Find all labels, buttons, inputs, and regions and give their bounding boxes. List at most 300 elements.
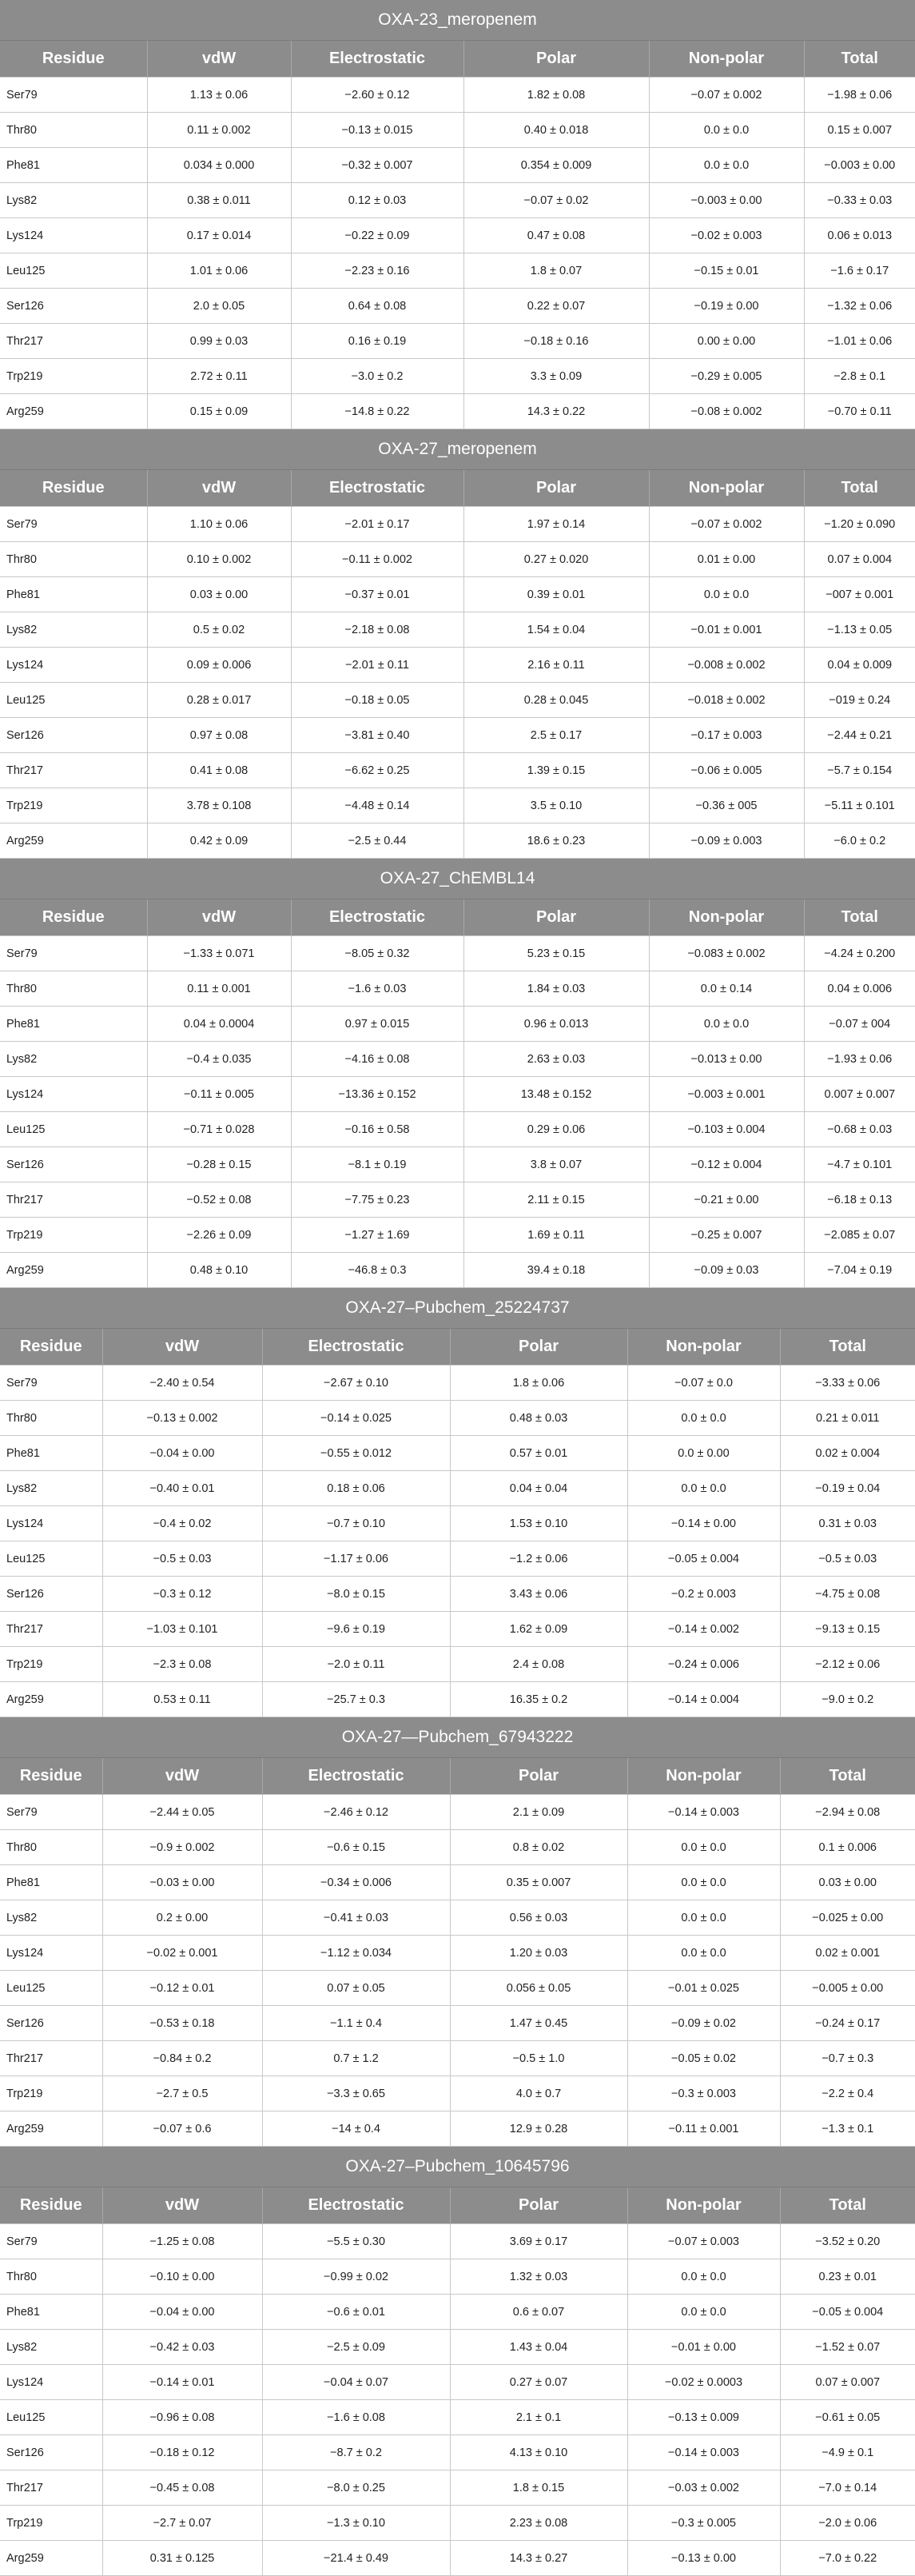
column-header-vdw: vdW	[147, 470, 291, 507]
non-polar-cell: −0.05 ± 0.004	[627, 1541, 780, 1577]
non-polar-cell: 0.0 ± 0.0	[627, 1471, 780, 1506]
total-cell: −6.18 ± 0.13	[804, 1182, 915, 1218]
polar-cell: −0.18 ± 0.16	[463, 324, 649, 359]
table-row	[0, 2506, 915, 2541]
residue-cell: Ser126	[0, 718, 147, 753]
polar-cell: 2.16 ± 0.11	[463, 648, 649, 683]
total-cell: 0.02 ± 0.001	[780, 1936, 915, 1971]
residue-cell: Ser126	[0, 2435, 102, 2470]
total-cell: −9.13 ± 0.15	[780, 1612, 915, 1647]
table-row	[0, 359, 915, 394]
vdw-cell: 0.5 ± 0.02	[147, 612, 291, 648]
vdw-cell: 0.48 ± 0.10	[147, 1253, 291, 1288]
polar-cell: 0.57 ± 0.01	[450, 1436, 627, 1471]
table-row	[0, 1830, 915, 1865]
vdw-cell: −0.04 ± 0.00	[102, 1436, 262, 1471]
vdw-cell: −0.28 ± 0.15	[147, 1147, 291, 1182]
electrostatic-cell: −0.04 ± 0.07	[262, 2365, 450, 2400]
non-polar-cell: 0.0 ± 0.0	[627, 1865, 780, 1900]
polar-cell: 3.8 ± 0.07	[463, 1147, 649, 1182]
residue-cell: Arg259	[0, 1253, 147, 1288]
residue-cell: Phe81	[0, 2295, 102, 2330]
table-row	[0, 1865, 915, 1900]
total-cell: −7.0 ± 0.22	[780, 2541, 915, 2576]
table-row	[0, 1506, 915, 1541]
residue-cell: Thr217	[0, 2470, 102, 2506]
non-polar-cell: 0.01 ± 0.00	[649, 542, 804, 577]
residue-cell: Arg259	[0, 1682, 102, 1717]
column-header-residue: Residue	[0, 899, 147, 936]
non-polar-cell: 0.0 ± 0.0	[649, 113, 804, 148]
total-cell: −0.003 ± 0.00	[804, 148, 915, 183]
total-cell: 0.06 ± 0.013	[804, 218, 915, 253]
table-row	[0, 718, 915, 753]
total-cell: −0.68 ± 0.03	[804, 1112, 915, 1147]
residue-cell: Trp219	[0, 788, 147, 823]
polar-cell: 0.35 ± 0.007	[450, 1865, 627, 1900]
table-row	[0, 1147, 915, 1182]
polar-cell: 2.1 ± 0.1	[450, 2400, 627, 2435]
non-polar-cell: −0.13 ± 0.009	[627, 2400, 780, 2435]
electrostatic-cell: −8.1 ± 0.19	[291, 1147, 463, 1182]
polar-cell: 1.84 ± 0.03	[463, 971, 649, 1007]
residue-cell: Phe81	[0, 1865, 102, 1900]
vdw-cell: −0.40 ± 0.01	[102, 1471, 262, 1506]
polar-cell: 13.48 ± 0.152	[463, 1077, 649, 1112]
vdw-cell: −0.4 ± 0.035	[147, 1042, 291, 1077]
table-row	[0, 1436, 915, 1471]
residue-cell: Phe81	[0, 148, 147, 183]
residue-cell: Lys82	[0, 1900, 102, 1936]
column-header-polar: Polar	[463, 41, 649, 78]
non-polar-cell: −0.003 ± 0.00	[649, 183, 804, 218]
non-polar-cell: −0.01 ± 0.025	[627, 1971, 780, 2006]
total-cell: −4.75 ± 0.08	[780, 1577, 915, 1612]
polar-cell: 0.8 ± 0.02	[450, 1830, 627, 1865]
table-section	[0, 0, 915, 429]
polar-cell: 0.354 ± 0.009	[463, 148, 649, 183]
total-cell: −1.6 ± 0.17	[804, 253, 915, 289]
column-header-non-polar: Non-polar	[627, 2187, 780, 2224]
total-cell: −1.20 ± 0.090	[804, 507, 915, 542]
electrostatic-cell: −0.32 ± 0.007	[291, 148, 463, 183]
column-header-residue: Residue	[0, 470, 147, 507]
non-polar-cell: 0.0 ± 0.00	[627, 1436, 780, 1471]
non-polar-cell: 0.0 ± 0.0	[627, 1936, 780, 1971]
column-header-non-polar: Non-polar	[649, 899, 804, 936]
residue-cell: Lys124	[0, 648, 147, 683]
non-polar-cell: −0.06 ± 0.005	[649, 753, 804, 788]
residue-cell: Leu125	[0, 1971, 102, 2006]
vdw-cell: −0.04 ± 0.00	[102, 2295, 262, 2330]
total-cell: 0.31 ± 0.03	[780, 1506, 915, 1541]
polar-cell: 12.9 ± 0.28	[450, 2111, 627, 2147]
polar-cell: 0.40 ± 0.018	[463, 113, 649, 148]
vdw-cell: −0.12 ± 0.01	[102, 1971, 262, 2006]
electrostatic-cell: −46.8 ± 0.3	[291, 1253, 463, 1288]
total-cell: −019 ± 0.24	[804, 683, 915, 718]
electrostatic-cell: −1.1 ± 0.4	[262, 2006, 450, 2041]
vdw-cell: 0.04 ± 0.0004	[147, 1007, 291, 1042]
electrostatic-cell: −14.8 ± 0.22	[291, 394, 463, 429]
vdw-cell: −1.03 ± 0.101	[102, 1612, 262, 1647]
total-cell: −2.2 ± 0.4	[780, 2076, 915, 2111]
polar-cell: 1.8 ± 0.15	[450, 2470, 627, 2506]
non-polar-cell: −0.02 ± 0.003	[649, 218, 804, 253]
table-row	[0, 1218, 915, 1253]
table-row	[0, 1007, 915, 1042]
column-header-vdw: vdW	[147, 899, 291, 936]
non-polar-cell: −0.018 ± 0.002	[649, 683, 804, 718]
vdw-cell: −0.52 ± 0.08	[147, 1182, 291, 1218]
electrostatic-cell: −8.7 ± 0.2	[262, 2435, 450, 2470]
residue-cell: Ser126	[0, 289, 147, 324]
table-row	[0, 2041, 915, 2076]
electrostatic-cell: −25.7 ± 0.3	[262, 1682, 450, 1717]
table-title: OXA-27_meropenem	[0, 429, 915, 470]
non-polar-cell: 0.0 ± 0.0	[627, 1900, 780, 1936]
non-polar-cell: −0.14 ± 0.003	[627, 1795, 780, 1830]
vdw-cell: −0.02 ± 0.001	[102, 1936, 262, 1971]
residue-cell: Phe81	[0, 1007, 147, 1042]
column-header-vdw: vdW	[102, 1758, 262, 1795]
table-row	[0, 1900, 915, 1936]
non-polar-cell: 0.0 ± 0.14	[649, 971, 804, 1007]
table-row	[0, 577, 915, 612]
polar-cell: 1.43 ± 0.04	[450, 2330, 627, 2365]
total-cell: −0.33 ± 0.03	[804, 183, 915, 218]
table-title: OXA-27—Pubchem_67943222	[0, 1717, 915, 1758]
residue-cell: Trp219	[0, 1647, 102, 1682]
header-row	[0, 470, 915, 507]
electrostatic-cell: −2.5 ± 0.44	[291, 823, 463, 859]
non-polar-cell: −0.01 ± 0.00	[627, 2330, 780, 2365]
column-header-polar: Polar	[463, 470, 649, 507]
residue-cell: Lys124	[0, 1077, 147, 1112]
table-row	[0, 788, 915, 823]
residue-cell: Thr80	[0, 542, 147, 577]
polar-cell: 14.3 ± 0.27	[450, 2541, 627, 2576]
table-row	[0, 1182, 915, 1218]
polar-cell: 2.11 ± 0.15	[463, 1182, 649, 1218]
column-header-residue: Residue	[0, 2187, 102, 2224]
vdw-cell: 3.78 ± 0.108	[147, 788, 291, 823]
column-header-polar: Polar	[450, 1758, 627, 1795]
polar-cell: 4.0 ± 0.7	[450, 2076, 627, 2111]
residue-cell: Thr80	[0, 971, 147, 1007]
data-table	[0, 41, 915, 429]
vdw-cell: −1.25 ± 0.08	[102, 2224, 262, 2259]
polar-cell: 2.63 ± 0.03	[463, 1042, 649, 1077]
non-polar-cell: −0.05 ± 0.02	[627, 2041, 780, 2076]
residue-cell: Ser126	[0, 1577, 102, 1612]
column-header-electrostatic: Electrostatic	[262, 1758, 450, 1795]
vdw-cell: −0.71 ± 0.028	[147, 1112, 291, 1147]
non-polar-cell: 0.0 ± 0.0	[627, 1830, 780, 1865]
polar-cell: 1.32 ± 0.03	[450, 2259, 627, 2295]
table-row	[0, 612, 915, 648]
non-polar-cell: −0.21 ± 0.00	[649, 1182, 804, 1218]
polar-cell: 1.53 ± 0.10	[450, 1506, 627, 1541]
residue-cell: Trp219	[0, 359, 147, 394]
total-cell: −2.44 ± 0.21	[804, 718, 915, 753]
total-cell: −1.93 ± 0.06	[804, 1042, 915, 1077]
table-row	[0, 648, 915, 683]
total-cell: −1.01 ± 0.06	[804, 324, 915, 359]
vdw-cell: 0.034 ± 0.000	[147, 148, 291, 183]
residue-cell: Thr217	[0, 1182, 147, 1218]
total-cell: −0.70 ± 0.11	[804, 394, 915, 429]
vdw-cell: −2.40 ± 0.54	[102, 1366, 262, 1401]
vdw-cell: −0.03 ± 0.00	[102, 1865, 262, 1900]
electrostatic-cell: −1.6 ± 0.03	[291, 971, 463, 1007]
vdw-cell: −0.10 ± 0.00	[102, 2259, 262, 2295]
polar-cell: 0.48 ± 0.03	[450, 1401, 627, 1436]
polar-cell: 14.3 ± 0.22	[463, 394, 649, 429]
polar-cell: 0.27 ± 0.07	[450, 2365, 627, 2400]
residue-cell: Thr217	[0, 753, 147, 788]
electrostatic-cell: −0.34 ± 0.006	[262, 1865, 450, 1900]
total-cell: −9.0 ± 0.2	[780, 1682, 915, 1717]
non-polar-cell: −0.07 ± 0.002	[649, 507, 804, 542]
total-cell: 0.15 ± 0.007	[804, 113, 915, 148]
table-row	[0, 2435, 915, 2470]
column-header-total: Total	[780, 1758, 915, 1795]
residue-cell: Thr217	[0, 1612, 102, 1647]
polar-cell: 16.35 ± 0.2	[450, 1682, 627, 1717]
column-header-total: Total	[804, 41, 915, 78]
table-title: OXA-27–Pubchem_10645796	[0, 2147, 915, 2187]
table-row	[0, 2295, 915, 2330]
table-row	[0, 507, 915, 542]
non-polar-cell: 0.0 ± 0.0	[627, 2259, 780, 2295]
total-cell: 0.23 ± 0.01	[780, 2259, 915, 2295]
non-polar-cell: −0.09 ± 0.03	[649, 1253, 804, 1288]
table-row	[0, 1647, 915, 1682]
table-row	[0, 1077, 915, 1112]
electrostatic-cell: 0.12 ± 0.03	[291, 183, 463, 218]
column-header-polar: Polar	[450, 2187, 627, 2224]
vdw-cell: −0.3 ± 0.12	[102, 1577, 262, 1612]
non-polar-cell: −0.25 ± 0.007	[649, 1218, 804, 1253]
non-polar-cell: −0.14 ± 0.004	[627, 1682, 780, 1717]
residue-cell: Trp219	[0, 1218, 147, 1253]
polar-cell: 2.1 ± 0.09	[450, 1795, 627, 1830]
residue-cell: Lys124	[0, 1936, 102, 1971]
total-cell: −4.24 ± 0.200	[804, 936, 915, 971]
residue-cell: Thr80	[0, 1830, 102, 1865]
total-cell: −1.52 ± 0.07	[780, 2330, 915, 2365]
vdw-cell: 2.72 ± 0.11	[147, 359, 291, 394]
residue-cell: Thr80	[0, 2259, 102, 2295]
column-header-polar: Polar	[463, 899, 649, 936]
table-section	[0, 1717, 915, 2147]
electrostatic-cell: −2.18 ± 0.08	[291, 612, 463, 648]
non-polar-cell: −0.07 ± 0.002	[649, 78, 804, 113]
vdw-cell: 0.03 ± 0.00	[147, 577, 291, 612]
table-title: OXA-27_ChEMBL14	[0, 859, 915, 899]
header-row	[0, 1758, 915, 1795]
non-polar-cell: −0.14 ± 0.003	[627, 2435, 780, 2470]
polar-cell: 0.6 ± 0.07	[450, 2295, 627, 2330]
polar-cell: 2.23 ± 0.08	[450, 2506, 627, 2541]
electrostatic-cell: 0.97 ± 0.015	[291, 1007, 463, 1042]
table-row	[0, 1795, 915, 1830]
electrostatic-cell: −8.0 ± 0.25	[262, 2470, 450, 2506]
table-row	[0, 1471, 915, 1506]
non-polar-cell: −0.08 ± 0.002	[649, 394, 804, 429]
residue-cell: Ser79	[0, 1795, 102, 1830]
electrostatic-cell: −13.36 ± 0.152	[291, 1077, 463, 1112]
column-header-vdw: vdW	[102, 1329, 262, 1366]
vdw-cell: 0.11 ± 0.001	[147, 971, 291, 1007]
vdw-cell: −0.07 ± 0.6	[102, 2111, 262, 2147]
column-header-residue: Residue	[0, 41, 147, 78]
table-row	[0, 1682, 915, 1717]
total-cell: −0.24 ± 0.17	[780, 2006, 915, 2041]
residue-cell: Arg259	[0, 2111, 102, 2147]
table-row	[0, 289, 915, 324]
column-header-total: Total	[780, 2187, 915, 2224]
polar-cell: 1.39 ± 0.15	[463, 753, 649, 788]
vdw-cell: 1.10 ± 0.06	[147, 507, 291, 542]
column-header-residue: Residue	[0, 1758, 102, 1795]
non-polar-cell: 0.00 ± 0.00	[649, 324, 804, 359]
residue-cell: Arg259	[0, 394, 147, 429]
non-polar-cell: −0.15 ± 0.01	[649, 253, 804, 289]
electrostatic-cell: −8.05 ± 0.32	[291, 936, 463, 971]
vdw-cell: 0.09 ± 0.006	[147, 648, 291, 683]
header-row	[0, 41, 915, 78]
residue-cell: Trp219	[0, 2076, 102, 2111]
table-row	[0, 2365, 915, 2400]
non-polar-cell: −0.19 ± 0.00	[649, 289, 804, 324]
table-section	[0, 859, 915, 1288]
polar-cell: 18.6 ± 0.23	[463, 823, 649, 859]
table-row	[0, 2006, 915, 2041]
non-polar-cell: 0.0 ± 0.0	[627, 2295, 780, 2330]
table-row	[0, 1541, 915, 1577]
total-cell: 0.1 ± 0.006	[780, 1830, 915, 1865]
non-polar-cell: −0.3 ± 0.005	[627, 2506, 780, 2541]
total-cell: −1.3 ± 0.1	[780, 2111, 915, 2147]
residue-cell: Ser126	[0, 2006, 102, 2041]
electrostatic-cell: −0.55 ± 0.012	[262, 1436, 450, 1471]
column-header-electrostatic: Electrostatic	[291, 41, 463, 78]
residue-cell: Ser79	[0, 78, 147, 113]
table-title: OXA-23_meropenem	[0, 0, 915, 41]
non-polar-cell: −0.13 ± 0.00	[627, 2541, 780, 2576]
vdw-cell: 0.10 ± 0.002	[147, 542, 291, 577]
electrostatic-cell: −2.5 ± 0.09	[262, 2330, 450, 2365]
non-polar-cell: 0.0 ± 0.0	[627, 1401, 780, 1436]
electrostatic-cell: −2.0 ± 0.11	[262, 1647, 450, 1682]
total-cell: −2.94 ± 0.08	[780, 1795, 915, 1830]
non-polar-cell: −0.17 ± 0.003	[649, 718, 804, 753]
total-cell: −7.04 ± 0.19	[804, 1253, 915, 1288]
non-polar-cell: −0.12 ± 0.004	[649, 1147, 804, 1182]
polar-cell: 1.97 ± 0.14	[463, 507, 649, 542]
polar-cell: 1.8 ± 0.07	[463, 253, 649, 289]
residue-cell: Lys124	[0, 218, 147, 253]
residue-cell: Leu125	[0, 253, 147, 289]
polar-cell: 0.04 ± 0.04	[450, 1471, 627, 1506]
vdw-cell: −0.5 ± 0.03	[102, 1541, 262, 1577]
non-polar-cell: −0.01 ± 0.001	[649, 612, 804, 648]
table-row	[0, 823, 915, 859]
data-table	[0, 470, 915, 859]
electrostatic-cell: −0.41 ± 0.03	[262, 1900, 450, 1936]
non-polar-cell: −0.24 ± 0.006	[627, 1647, 780, 1682]
header-row	[0, 2187, 915, 2224]
column-header-non-polar: Non-polar	[627, 1758, 780, 1795]
residue-cell: Phe81	[0, 577, 147, 612]
table-row	[0, 753, 915, 788]
non-polar-cell: −0.008 ± 0.002	[649, 648, 804, 683]
vdw-cell: −0.4 ± 0.02	[102, 1506, 262, 1541]
polar-cell: 0.47 ± 0.08	[463, 218, 649, 253]
vdw-cell: −0.53 ± 0.18	[102, 2006, 262, 2041]
table-row	[0, 2259, 915, 2295]
electrostatic-cell: −0.99 ± 0.02	[262, 2259, 450, 2295]
vdw-cell: 0.2 ± 0.00	[102, 1900, 262, 1936]
electrostatic-cell: −0.7 ± 0.10	[262, 1506, 450, 1541]
total-cell: 0.21 ± 0.011	[780, 1401, 915, 1436]
polar-cell: 0.056 ± 0.05	[450, 1971, 627, 2006]
total-cell: 0.07 ± 0.007	[780, 2365, 915, 2400]
header-row	[0, 1329, 915, 1366]
table-row	[0, 253, 915, 289]
residue-cell: Ser79	[0, 507, 147, 542]
total-cell: −0.07 ± 004	[804, 1007, 915, 1042]
vdw-cell: −0.11 ± 0.005	[147, 1077, 291, 1112]
total-cell: −6.0 ± 0.2	[804, 823, 915, 859]
table-row	[0, 2224, 915, 2259]
electrostatic-cell: −4.16 ± 0.08	[291, 1042, 463, 1077]
total-cell: −0.05 ± 0.004	[780, 2295, 915, 2330]
residue-cell: Leu125	[0, 683, 147, 718]
residue-cell: Arg259	[0, 2541, 102, 2576]
table-row	[0, 1612, 915, 1647]
electrostatic-cell: 0.16 ± 0.19	[291, 324, 463, 359]
table-row	[0, 1936, 915, 1971]
vdw-cell: 0.97 ± 0.08	[147, 718, 291, 753]
non-polar-cell: −0.3 ± 0.003	[627, 2076, 780, 2111]
vdw-cell: 1.01 ± 0.06	[147, 253, 291, 289]
polar-cell: 3.69 ± 0.17	[450, 2224, 627, 2259]
table-row	[0, 2400, 915, 2435]
vdw-cell: 0.38 ± 0.011	[147, 183, 291, 218]
electrostatic-cell: −1.12 ± 0.034	[262, 1936, 450, 1971]
table-section	[0, 1288, 915, 1717]
table-row	[0, 1112, 915, 1147]
vdw-cell: 0.28 ± 0.017	[147, 683, 291, 718]
total-cell: −0.7 ± 0.3	[780, 2041, 915, 2076]
electrostatic-cell: −5.5 ± 0.30	[262, 2224, 450, 2259]
vdw-cell: 0.42 ± 0.09	[147, 823, 291, 859]
residue-cell: Phe81	[0, 1436, 102, 1471]
vdw-cell: 0.99 ± 0.03	[147, 324, 291, 359]
table-row	[0, 1042, 915, 1077]
electrostatic-cell: −2.60 ± 0.12	[291, 78, 463, 113]
electrostatic-cell: −8.0 ± 0.15	[262, 1577, 450, 1612]
column-header-non-polar: Non-polar	[627, 1329, 780, 1366]
electrostatic-cell: −1.27 ± 1.69	[291, 1218, 463, 1253]
polar-cell: 0.27 ± 0.020	[463, 542, 649, 577]
residue-cell: Trp219	[0, 2506, 102, 2541]
residue-cell: Lys82	[0, 183, 147, 218]
table-row	[0, 218, 915, 253]
